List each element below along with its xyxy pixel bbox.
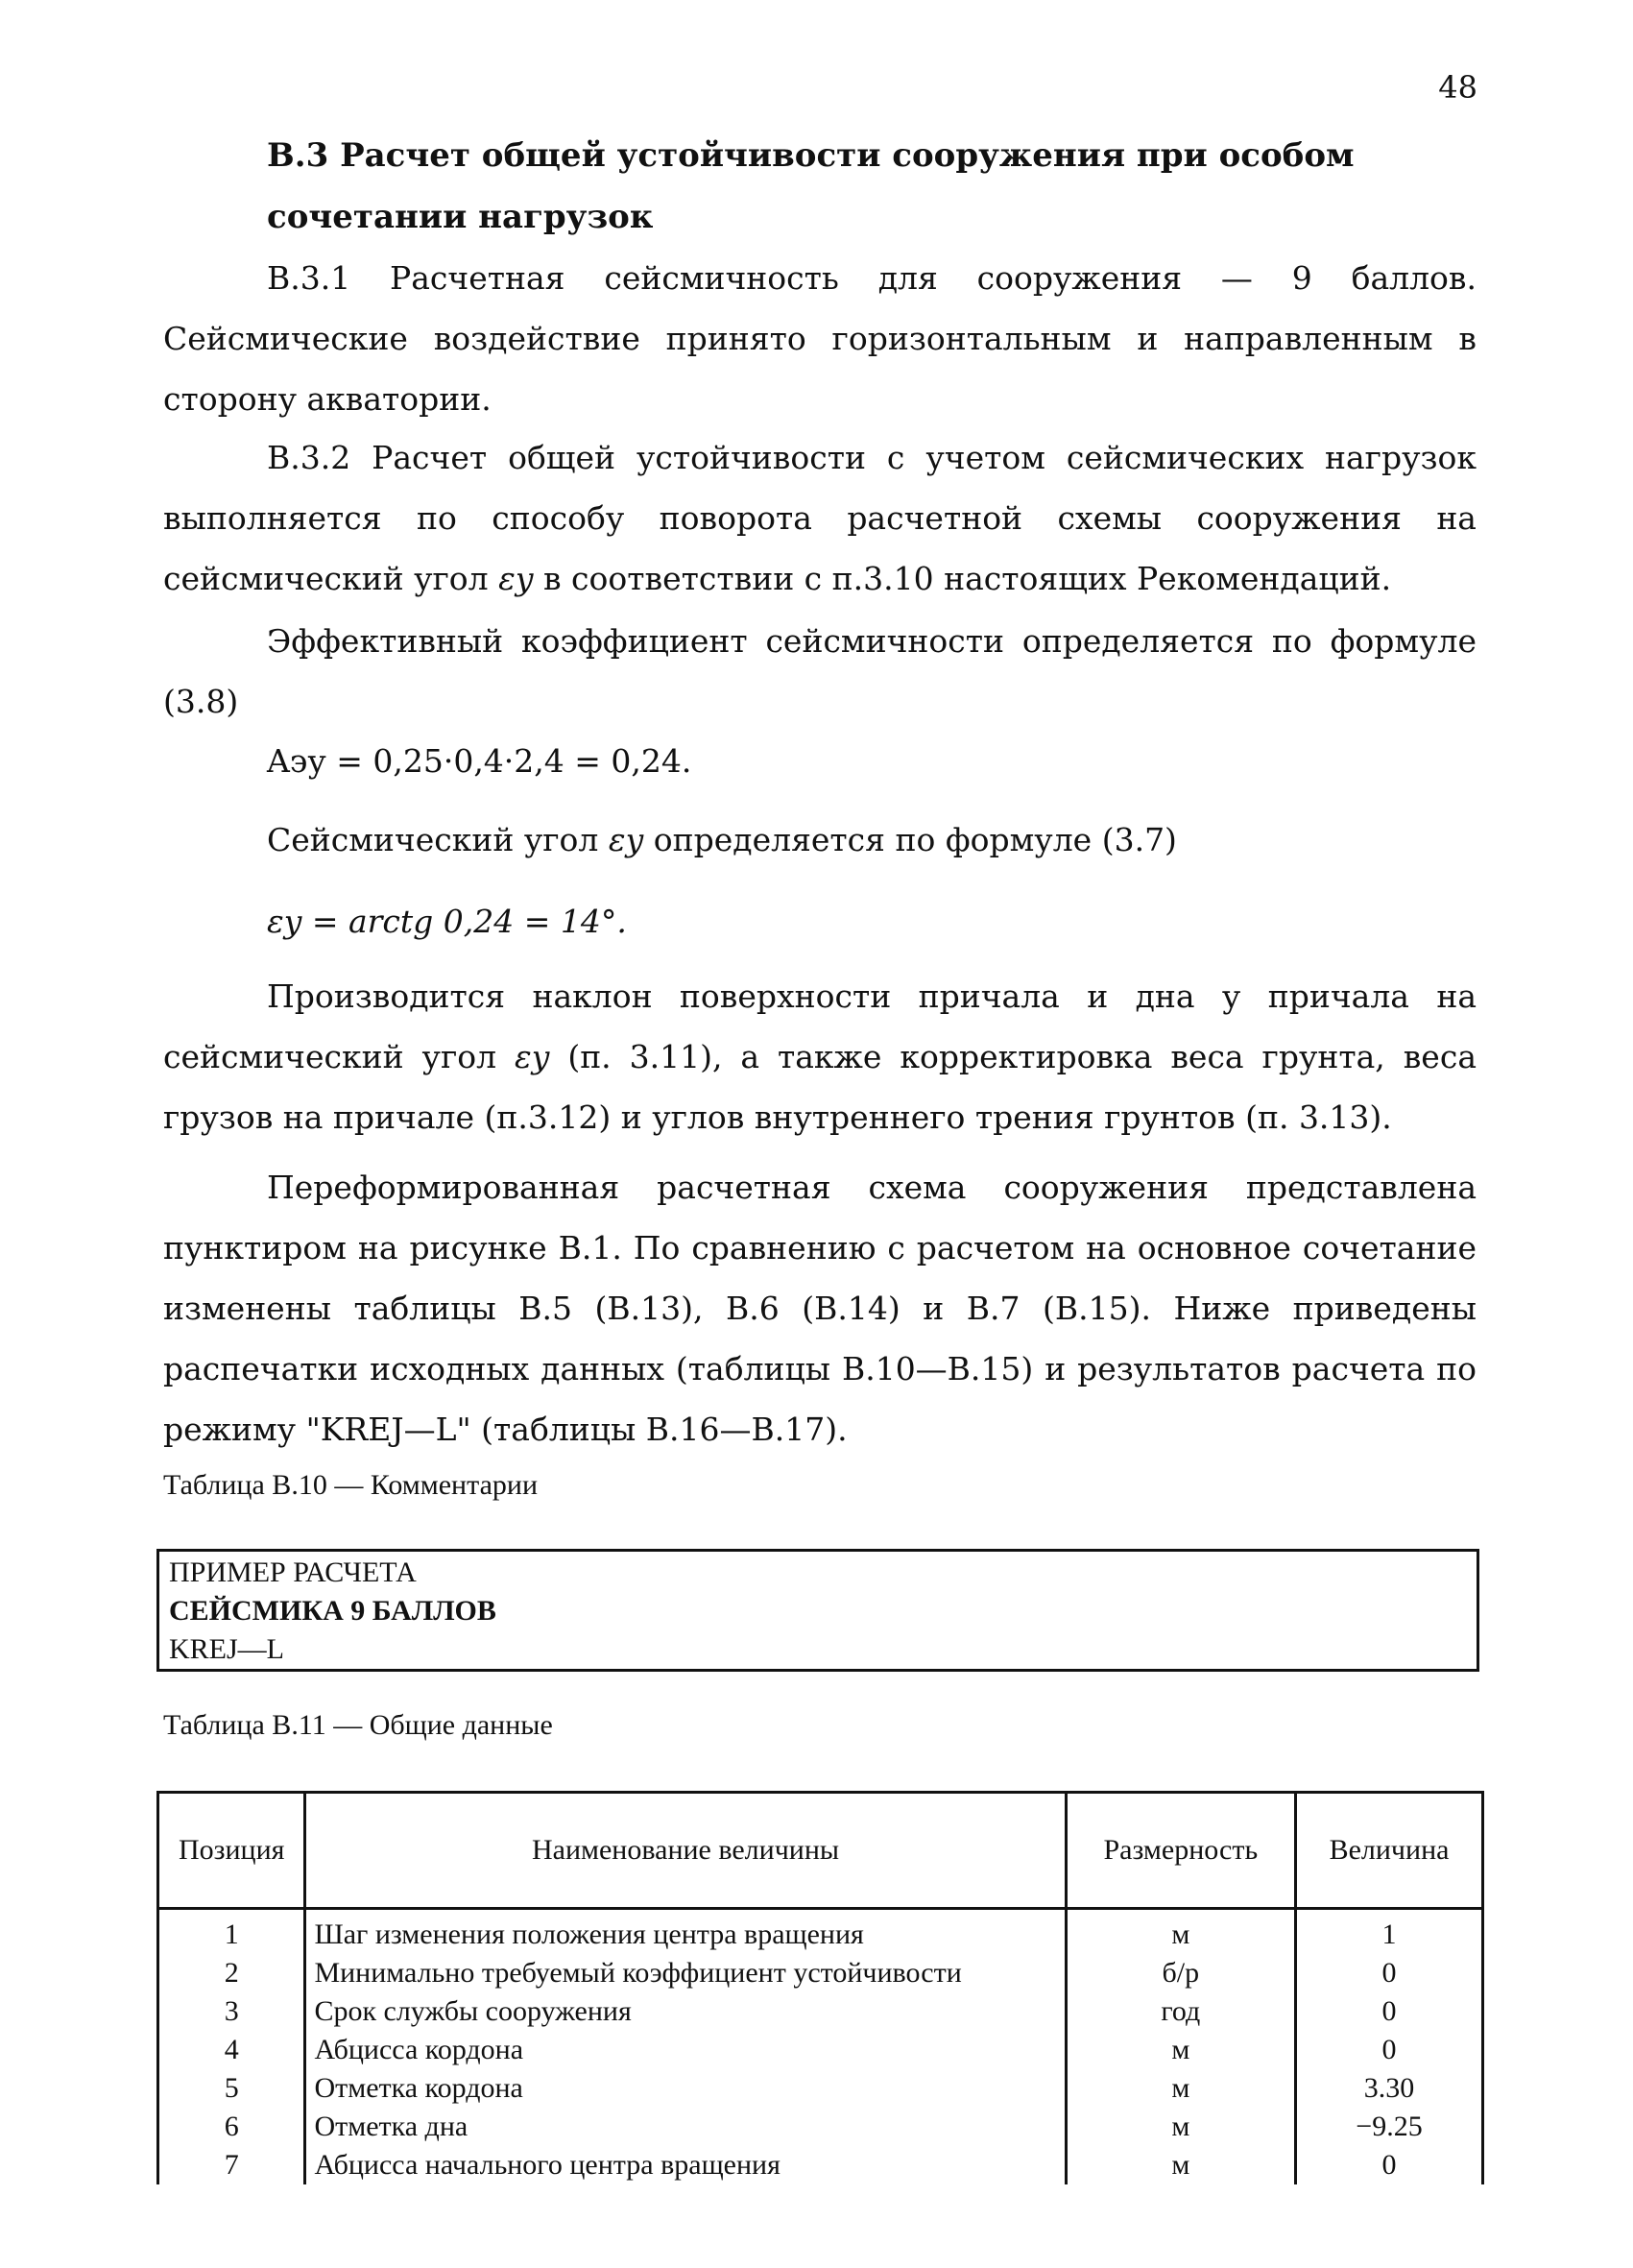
general-data-table <box>156 1791 1484 2184</box>
cell-unit: м <box>1066 2069 1295 2108</box>
epsilon-symbol: εy <box>515 1038 550 1075</box>
section-title: В.3 Расчет общей устойчивости сооружения при особом сочетании нагрузок <box>267 136 1355 236</box>
cell-unit: м <box>1066 2146 1295 2184</box>
cell-value: −9.25 <box>1296 2108 1483 2146</box>
cell-value: 0 <box>1296 1992 1483 2031</box>
comment-line: СЕЙСМИКА 9 БАЛЛОВ <box>169 1595 496 1627</box>
paragraph-text: в соответствии с п.3.10 настоящих Рекомендаций. <box>533 560 1392 597</box>
cell-position: 2 <box>158 1954 305 1992</box>
paragraph-stability-method <box>163 427 1477 609</box>
col-header-value: Величина <box>1296 1793 1483 1909</box>
formula-effective-coefficient: Aэу = 0,25·0,4·2,4 = 0,24. <box>267 742 692 780</box>
formula-seismic-angle <box>267 903 627 940</box>
epsilon-symbol: εy <box>498 560 534 597</box>
paragraph-text: (п. 3.11), а также корректировка веса грунта, веса грузов на причале (п.3.12) и углов внутреннего трения грунтов (п. 3.13). <box>163 1038 1477 1136</box>
comment-line: KREJ—L <box>169 1633 284 1665</box>
cell-position: 1 <box>158 1909 305 1955</box>
col-header-unit: Размерность <box>1066 1793 1295 1909</box>
formula-text: εy = arctg 0,24 = 14°. <box>267 903 627 940</box>
table-header-row <box>158 1793 1483 1909</box>
paragraph-text: Сейсмический угол <box>267 821 609 858</box>
cell-value: 0 <box>1296 2031 1483 2069</box>
cell-name: Абцисса кордона <box>305 2031 1066 2069</box>
cell-name: Отметка дна <box>305 2108 1066 2146</box>
paragraph-reformed-scheme: Переформированная расчетная схема сооружения представлена пунктиром на рисунке В.1. По сравнению с расчетом на основное сочетание изменены таблицы В.5 (В.13), В.6 (В.14) и В.7 (В.15). Ниже приведены распечатки исходных данных (таблицы В.10—В.15) и результатов расчета по режиму "KREJ—L" (таблицы В.16—В.17). <box>163 1169 1477 1448</box>
cell-position: 4 <box>158 2031 305 2069</box>
table-b11-caption: Таблица В.11 — Общие данные <box>163 1709 553 1741</box>
cell-value: 0 <box>1296 1954 1483 1992</box>
table-row <box>158 2146 1483 2184</box>
cell-value: 0 <box>1296 2146 1483 2184</box>
cell-unit: б/р <box>1066 1954 1295 1992</box>
cell-name: Срок службы сооружения <box>305 1992 1066 2031</box>
table-row <box>158 2108 1483 2146</box>
table-row <box>158 2069 1483 2108</box>
paragraph-effective-coefficient: Эффективный коэффициент сейсмичности определяется по формуле (3.8) <box>163 622 1477 720</box>
cell-position: 5 <box>158 2069 305 2108</box>
col-header-name: Наименование величины <box>305 1793 1066 1909</box>
page-number: 48 <box>1438 69 1477 106</box>
cell-unit: год <box>1066 1992 1295 2031</box>
paragraph-text: В.3.2 Расчет общей устойчивости с учетом сейсмических нагрузок выполняется по способу поворота расчетной схемы сооружения на сейсмический угол <box>163 439 1477 597</box>
paragraph-seismic-angle <box>267 809 1323 870</box>
cell-unit: м <box>1066 2108 1295 2146</box>
cell-name: Шаг изменения положения центра вращения <box>305 1909 1066 1955</box>
table-row <box>158 1954 1483 1992</box>
paragraph-inclination <box>163 966 1477 1147</box>
paragraph-text: Производится наклон поверхности причала и дна у причала на сейсмический угол <box>163 977 1477 1075</box>
comment-line: ПРИМЕР РАСЧЕТА <box>169 1556 417 1588</box>
cell-value: 1 <box>1296 1909 1483 1955</box>
comments-box <box>156 1549 1479 1672</box>
cell-name: Минимально требуемый коэффициент устойчивости <box>305 1954 1066 1992</box>
cell-position: 3 <box>158 1992 305 2031</box>
table-row <box>158 1909 1483 1955</box>
cell-name: Абцисса начального центра вращения <box>305 2146 1066 2184</box>
table-row <box>158 2031 1483 2069</box>
table-row <box>158 1992 1483 2031</box>
cell-position: 7 <box>158 2146 305 2184</box>
paragraph-seismicity: В.3.1 Расчетная сейсмичность для сооружения — 9 баллов. Сейсмические воздействие принято горизонтальным и направленным в сторону акватории. <box>163 259 1477 418</box>
paragraph-text: определяется по формуле (3.7) <box>643 821 1177 858</box>
cell-unit: м <box>1066 2031 1295 2069</box>
cell-unit: м <box>1066 1909 1295 1955</box>
cell-position: 6 <box>158 2108 305 2146</box>
epsilon-symbol: εy <box>608 821 644 858</box>
cell-name: Отметка кордона <box>305 2069 1066 2108</box>
table-b10-caption: Таблица В.10 — Комментарии <box>163 1469 538 1501</box>
col-header-position: Позиция <box>158 1793 305 1909</box>
cell-value: 3.30 <box>1296 2069 1483 2108</box>
